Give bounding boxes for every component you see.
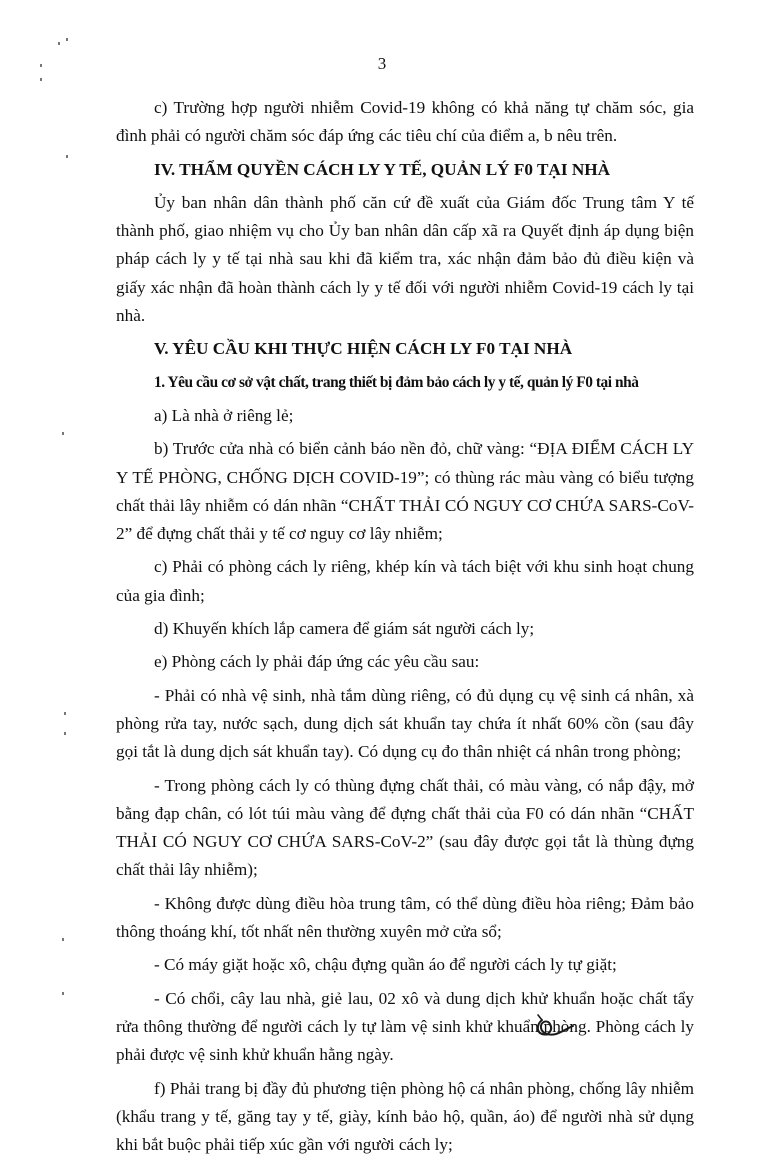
scan-speck [40,64,42,67]
para-e-washing: - Có máy giặt hoặc xô, chậu đựng quần áo để người cách ly tự giặt; [154,955,617,975]
scan-speck [64,712,66,715]
para-f-protective-equipment: f) Phải trang bị đầy đủ phương tiện phòng hộ cá nhân phòng, chống lây nhiễm (khẩu trang y tế, găng tay y tế, giày, kính bảo hộ, quần, áo) để người nhà sử dụng khi bắt buộc phải tiếp xúc gần với người cách ly; [116,1078,694,1155]
document-body [116,94,694,1164]
scan-speck [66,155,68,158]
scan-speck [62,938,64,941]
para-e-air-conditioning: - Không được dùng điều hòa trung tâm, có thể dùng điều hòa riêng; Đảm bảo thông thoáng khí, tốt nhất nên thường xuyên mở cửa sổ; [116,893,694,942]
para-a-separate-house: a) Là nhà ở riêng lẻ; [154,405,294,425]
scan-speck [58,42,60,45]
initial-signature-mark [528,1012,576,1042]
heading-v: V. YÊU CẦU KHI THỰC HIỆN CÁCH LY F0 TẠI NHÀ [154,339,573,359]
scan-speck [40,78,42,81]
para-c-self-care: c) Trường hợp người nhiễm Covid-19 không có khả năng tự chăm sóc, gia đình phải có người chăm sóc đáp ứng các tiêu chí của điểm a, b nêu trên. [116,98,694,146]
page-number: 3 [377,54,387,73]
subheading-1: 1. Yêu cầu cơ sở vật chất, trang thiết bị đảm bảo cách ly y tế, quản lý F0 tại nhà [154,373,639,391]
para-d-camera: d) Khuyến khích lắp camera để giám sát người cách ly; [154,619,535,639]
scan-speck [62,432,64,435]
scan-speck [66,38,68,41]
para-c-isolation-room: c) Phải có phòng cách ly riêng, khép kín và tách biệt với khu sinh hoạt chung của gia đình; [116,557,694,605]
scan-speck [64,732,66,735]
heading-iv: IV. THẨM QUYỀN CÁCH LY Y TẾ, QUẢN LÝ F0 TẠI NHÀ [154,159,611,179]
scan-speck [62,992,64,995]
para-b-warning-sign: b) Trước cửa nhà có biển cảnh báo nền đỏ, chữ vàng: “ĐỊA ĐIỂM CÁCH LY Y TẾ PHÒNG, CHỐNG DỊCH COVID-19”; có thùng rác màu vàng có biểu tượng chất thải lây nhiễm có dán nhãn “CHẤT THẢI CÓ NGUY CƠ CHỨA SARS-CoV-2” để đựng chất thải y tế cơ nguy cơ lây nhiễm; [116,439,694,544]
para-e-cleaning: - Có chổi, cây lau nhà, giẻ lau, 02 xô và dung dịch khử khuẩn hoặc chất tẩy rửa thông thường để người cách ly tự làm vệ sinh khử khuẩn phòng. Phòng cách ly phải được vệ sinh khử khuẩn hằng ngày. [116,988,694,1065]
para-e-waste-bin: - Trong phòng cách ly có thùng đựng chất thải, có màu vàng, có nắp đậy, mở bằng đạp chân, có lót túi màu vàng để đựng chất thải của F0 có dán nhãn “CHẤT THẢI CÓ NGUY CƠ CHỨA SARS-CoV-2” (sau đây được gọi tắt là thùng đựng chất thải lây nhiễm); [116,775,694,880]
para-e-toilet: - Phải có nhà vệ sinh, nhà tắm dùng riêng, có đủ dụng cụ vệ sinh cá nhân, xà phòng rửa tay, nước sạch, dung dịch sát khuẩn tay chứa ít nhất 60% cồn (sau đây gọi tắt là dung dịch sát khuẩn tay). Có dụng cụ đo thân nhiệt cá nhân trong phòng; [116,685,694,762]
para-iv-authority: Ủy ban nhân dân thành phố căn cứ đề xuất của Giám đốc Trung tâm Y tế thành phố, giao nhiệm vụ cho Ủy ban nhân dân cấp xã ra Quyết định áp dụng biện pháp cách ly y tế tại nhà sau khi đã kiểm tra, xác nhận đảm bảo đủ điều kiện và giấy xác nhận đã hoàn thành cách ly y tế đối với người nhiễm Covid-19 cách ly tại nhà. [116,192,694,326]
para-e-room-requirements: e) Phòng cách ly phải đáp ứng các yêu cầu sau: [154,652,480,672]
